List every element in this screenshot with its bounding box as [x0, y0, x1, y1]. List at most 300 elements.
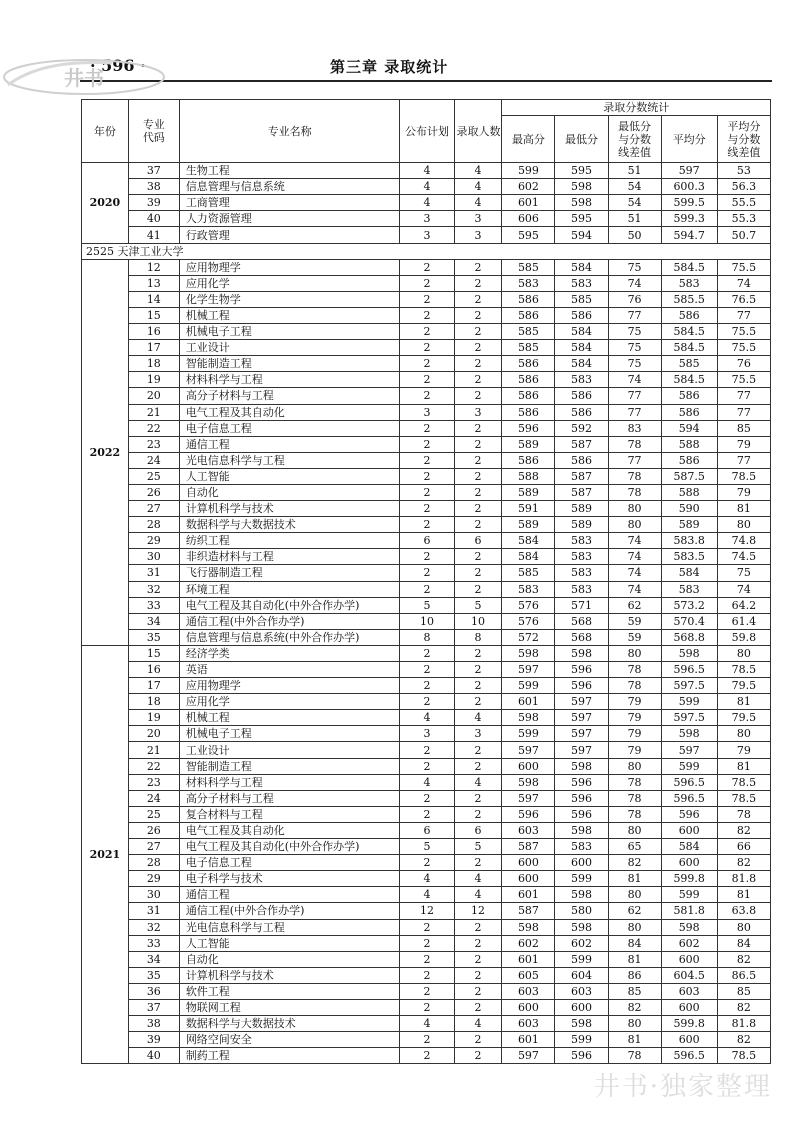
cell-min: 600 [555, 999, 608, 1015]
cell-max: 600 [502, 871, 555, 887]
table-row [82, 1032, 771, 1048]
cell-min: 584 [555, 356, 608, 372]
cell-plan: 2 [400, 806, 454, 822]
cell-max: 586 [502, 307, 555, 323]
cell-min: 598 [555, 645, 608, 661]
cell-min: 598 [555, 919, 608, 935]
cell-min: 586 [555, 388, 608, 404]
cell-code: 13 [128, 275, 179, 291]
cell-name: 光电信息科学与工程 [179, 452, 400, 468]
cell-avg: 596.5 [661, 790, 717, 806]
cell-min-diff: 74 [608, 533, 661, 549]
cell-max: 586 [502, 372, 555, 388]
cell-avg: 597 [661, 742, 717, 758]
cell-max: 598 [502, 710, 555, 726]
cell-avg: 583 [661, 581, 717, 597]
cell-code: 32 [128, 919, 179, 935]
cell-min-diff: 78 [608, 662, 661, 678]
cell-name: 信息管理与信息系统(中外合作办学) [179, 629, 400, 645]
cell-min: 585 [555, 291, 608, 307]
cell-max: 606 [502, 211, 555, 227]
cell-max: 586 [502, 404, 555, 420]
table-row [82, 806, 771, 822]
cell-min-diff: 80 [608, 919, 661, 935]
cell-min-diff: 81 [608, 871, 661, 887]
cell-code: 15 [128, 645, 179, 661]
cell-min-diff: 54 [608, 179, 661, 195]
cell-code: 30 [128, 549, 179, 565]
cell-avg: 583 [661, 275, 717, 291]
cell-name: 光电信息科学与工程 [179, 919, 400, 935]
table-row [82, 903, 771, 919]
cell-name: 电子信息工程 [179, 855, 400, 871]
cell-name: 复合材料与工程 [179, 806, 400, 822]
bottom-watermark: 井书·独家整理 [593, 1072, 772, 1102]
cell-plan: 2 [400, 999, 454, 1015]
col-avg: 平均分 [661, 116, 717, 163]
cell-plan: 2 [400, 951, 454, 967]
cell-avg: 596 [661, 806, 717, 822]
cell-admitted: 2 [454, 501, 502, 517]
cell-avg: 570.4 [661, 613, 717, 629]
cell-admitted: 4 [454, 179, 502, 195]
cell-admitted: 4 [454, 871, 502, 887]
cell-name: 通信工程(中外合作办学) [179, 613, 400, 629]
cell-min-diff: 76 [608, 291, 661, 307]
cell-plan: 2 [400, 855, 454, 871]
cell-avg-diff: 75.5 [717, 324, 770, 340]
table-row [82, 983, 771, 999]
cell-max: 596 [502, 420, 555, 436]
cell-min-diff: 50 [608, 227, 661, 243]
cell-name: 机械电子工程 [179, 324, 400, 340]
cell-code: 30 [128, 887, 179, 903]
table-row [82, 710, 771, 726]
cell-max: 598 [502, 645, 555, 661]
table-row [82, 307, 771, 323]
cell-name: 英语 [179, 662, 400, 678]
cell-max: 588 [502, 468, 555, 484]
cell-code: 26 [128, 822, 179, 838]
cell-code: 24 [128, 790, 179, 806]
table-row [82, 324, 771, 340]
cell-code: 37 [128, 163, 179, 179]
cell-avg-diff: 79.5 [717, 678, 770, 694]
cell-min: 587 [555, 468, 608, 484]
cell-min: 597 [555, 694, 608, 710]
cell-code: 17 [128, 340, 179, 356]
cell-name: 飞行器制造工程 [179, 565, 400, 581]
cell-min: 584 [555, 259, 608, 275]
table-row [82, 887, 771, 903]
cell-name: 自动化 [179, 951, 400, 967]
cell-avg-diff: 82 [717, 1032, 770, 1048]
cell-min-diff: 78 [608, 484, 661, 500]
col-plan: 公布计划 [400, 100, 454, 163]
cell-avg-diff: 78.5 [717, 790, 770, 806]
cell-max: 586 [502, 452, 555, 468]
table-row [82, 388, 771, 404]
cell-plan: 2 [400, 372, 454, 388]
cell-min: 583 [555, 533, 608, 549]
cell-min: 600 [555, 855, 608, 871]
cell-min: 583 [555, 275, 608, 291]
cell-code: 32 [128, 581, 179, 597]
cell-avg-diff: 79 [717, 742, 770, 758]
cell-name: 机械工程 [179, 307, 400, 323]
cell-admitted: 5 [454, 839, 502, 855]
cell-avg: 583.8 [661, 533, 717, 549]
cell-plan: 3 [400, 227, 454, 243]
cell-plan: 2 [400, 291, 454, 307]
cell-max: 603 [502, 822, 555, 838]
cell-plan: 4 [400, 195, 454, 211]
cell-admitted: 2 [454, 324, 502, 340]
cell-max: 602 [502, 179, 555, 195]
cell-plan: 6 [400, 533, 454, 549]
cell-code: 19 [128, 372, 179, 388]
cell-avg: 573.2 [661, 597, 717, 613]
table-row [82, 549, 771, 565]
cell-admitted: 2 [454, 549, 502, 565]
cell-min-diff: 78 [608, 1048, 661, 1064]
table-row [82, 211, 771, 227]
cell-plan: 2 [400, 983, 454, 999]
cell-code: 18 [128, 694, 179, 710]
cell-code: 12 [128, 259, 179, 275]
cell-avg-diff: 74 [717, 275, 770, 291]
cell-max: 572 [502, 629, 555, 645]
cell-admitted: 2 [454, 999, 502, 1015]
cell-avg: 599.8 [661, 1016, 717, 1032]
cell-avg: 581.8 [661, 903, 717, 919]
cell-min-diff: 79 [608, 726, 661, 742]
cell-min: 597 [555, 710, 608, 726]
table-row [82, 871, 771, 887]
cell-name: 电子信息工程 [179, 420, 400, 436]
cell-avg: 598 [661, 919, 717, 935]
cell-name: 智能制造工程 [179, 758, 400, 774]
cell-avg-diff: 81.8 [717, 1016, 770, 1032]
cell-name: 计算机科学与技术 [179, 501, 400, 517]
cell-avg: 600 [661, 999, 717, 1015]
cell-admitted: 2 [454, 1048, 502, 1064]
cell-admitted: 2 [454, 565, 502, 581]
table-row [82, 629, 771, 645]
cell-plan: 2 [400, 549, 454, 565]
cell-admitted: 2 [454, 967, 502, 983]
cell-avg-diff: 75 [717, 565, 770, 581]
cell-name: 工业设计 [179, 340, 400, 356]
admission-table [81, 99, 771, 1064]
cell-max: 589 [502, 436, 555, 452]
cell-plan: 2 [400, 340, 454, 356]
cell-avg-diff: 77 [717, 452, 770, 468]
cell-code: 25 [128, 468, 179, 484]
cell-avg-diff: 61.4 [717, 613, 770, 629]
cell-code: 26 [128, 484, 179, 500]
table-row [82, 742, 771, 758]
cell-avg: 599.3 [661, 211, 717, 227]
cell-avg: 597 [661, 163, 717, 179]
cell-admitted: 2 [454, 694, 502, 710]
cell-min: 602 [555, 935, 608, 951]
table-row [82, 694, 771, 710]
cell-min-diff: 65 [608, 839, 661, 855]
cell-admitted: 4 [454, 1016, 502, 1032]
cell-code: 27 [128, 839, 179, 855]
cell-code: 31 [128, 565, 179, 581]
cell-avg: 585 [661, 356, 717, 372]
table-row [82, 935, 771, 951]
cell-avg: 586 [661, 404, 717, 420]
table-row [82, 774, 771, 790]
cell-name: 制药工程 [179, 1048, 400, 1064]
cell-admitted: 3 [454, 726, 502, 742]
col-name: 专业名称 [179, 100, 400, 163]
table-row [82, 678, 771, 694]
cell-plan: 2 [400, 452, 454, 468]
cell-plan: 2 [400, 420, 454, 436]
cell-admitted: 6 [454, 533, 502, 549]
col-year: 年份 [82, 100, 129, 163]
cell-admitted: 2 [454, 307, 502, 323]
table-row [82, 581, 771, 597]
cell-plan: 2 [400, 919, 454, 935]
table-row [82, 1016, 771, 1032]
cell-plan: 2 [400, 468, 454, 484]
cell-avg: 599 [661, 887, 717, 903]
cell-max: 585 [502, 565, 555, 581]
cell-max: 599 [502, 163, 555, 179]
cell-admitted: 2 [454, 806, 502, 822]
cell-avg-diff: 78.5 [717, 774, 770, 790]
cell-name: 通信工程 [179, 887, 400, 903]
cell-min: 599 [555, 871, 608, 887]
cell-code: 35 [128, 967, 179, 983]
cell-name: 化学生物学 [179, 291, 400, 307]
cell-plan: 4 [400, 179, 454, 195]
cell-avg: 586 [661, 388, 717, 404]
cell-max: 583 [502, 275, 555, 291]
col-min: 最低分 [555, 116, 608, 163]
cell-avg: 604.5 [661, 967, 717, 983]
cell-max: 600 [502, 855, 555, 871]
table-row [82, 565, 771, 581]
cell-name: 工商管理 [179, 195, 400, 211]
cell-min-diff: 77 [608, 452, 661, 468]
cell-name: 信息管理与信息系统 [179, 179, 400, 195]
cell-admitted: 4 [454, 887, 502, 903]
cell-admitted: 2 [454, 517, 502, 533]
cell-avg: 598 [661, 726, 717, 742]
cell-admitted: 2 [454, 983, 502, 999]
cell-name: 工业设计 [179, 742, 400, 758]
cell-plan: 2 [400, 436, 454, 452]
cell-code: 39 [128, 1032, 179, 1048]
cell-avg: 586 [661, 307, 717, 323]
cell-admitted: 5 [454, 597, 502, 613]
cell-name: 经济学类 [179, 645, 400, 661]
col-stats-group: 录取分数统计 [502, 100, 771, 116]
table-row [82, 951, 771, 967]
cell-min: 597 [555, 726, 608, 742]
cell-name: 应用化学 [179, 275, 400, 291]
cell-avg: 600 [661, 951, 717, 967]
table-row [82, 919, 771, 935]
cell-min: 586 [555, 307, 608, 323]
cell-min: 571 [555, 597, 608, 613]
cell-code: 21 [128, 742, 179, 758]
cell-avg-diff: 59.8 [717, 629, 770, 645]
cell-code: 35 [128, 629, 179, 645]
cell-admitted: 10 [454, 613, 502, 629]
cell-max: 598 [502, 919, 555, 935]
cell-min: 597 [555, 742, 608, 758]
table-row [82, 484, 771, 500]
cell-avg-diff: 79 [717, 484, 770, 500]
cell-admitted: 8 [454, 629, 502, 645]
cell-min: 598 [555, 179, 608, 195]
school-section-label: 2525 天津工业大学 [82, 243, 771, 259]
cell-plan: 2 [400, 758, 454, 774]
cell-code: 38 [128, 1016, 179, 1032]
cell-min-diff: 80 [608, 758, 661, 774]
cell-min-diff: 54 [608, 195, 661, 211]
cell-min-diff: 79 [608, 742, 661, 758]
cell-min: 594 [555, 227, 608, 243]
cell-avg-diff: 74 [717, 581, 770, 597]
cell-avg: 586 [661, 452, 717, 468]
cell-admitted: 3 [454, 404, 502, 420]
cell-max: 595 [502, 227, 555, 243]
cell-plan: 2 [400, 935, 454, 951]
cell-admitted: 2 [454, 919, 502, 935]
cell-max: 585 [502, 340, 555, 356]
cell-min-diff: 80 [608, 887, 661, 903]
table-row [82, 291, 771, 307]
cell-name: 应用化学 [179, 694, 400, 710]
cell-min-diff: 80 [608, 822, 661, 838]
cell-avg-diff: 85 [717, 983, 770, 999]
cell-plan: 2 [400, 501, 454, 517]
table-row [82, 501, 771, 517]
cell-plan: 2 [400, 662, 454, 678]
cell-plan: 2 [400, 742, 454, 758]
table-row [82, 517, 771, 533]
cell-avg-diff: 78.5 [717, 662, 770, 678]
cell-min: 598 [555, 1016, 608, 1032]
cell-avg-diff: 82 [717, 855, 770, 871]
cell-plan: 4 [400, 871, 454, 887]
cell-avg: 598 [661, 645, 717, 661]
cell-min-diff: 74 [608, 565, 661, 581]
cell-plan: 2 [400, 307, 454, 323]
cell-max: 597 [502, 790, 555, 806]
table-row [82, 195, 771, 211]
cell-code: 28 [128, 517, 179, 533]
cell-name: 人工智能 [179, 935, 400, 951]
cell-min-diff: 74 [608, 549, 661, 565]
cell-plan: 2 [400, 275, 454, 291]
cell-admitted: 2 [454, 1032, 502, 1048]
cell-admitted: 2 [454, 340, 502, 356]
cell-plan: 2 [400, 1048, 454, 1064]
table-row [82, 839, 771, 855]
cell-min: 604 [555, 967, 608, 983]
cell-avg: 568.8 [661, 629, 717, 645]
cell-code: 15 [128, 307, 179, 323]
cell-admitted: 2 [454, 678, 502, 694]
cell-code: 40 [128, 211, 179, 227]
cell-max: 603 [502, 983, 555, 999]
cell-max: 601 [502, 195, 555, 211]
cell-avg-diff: 84 [717, 935, 770, 951]
cell-code: 37 [128, 999, 179, 1015]
cell-max: 584 [502, 533, 555, 549]
cell-code: 27 [128, 501, 179, 517]
cell-name: 材料科学与工程 [179, 774, 400, 790]
cell-min-diff: 74 [608, 372, 661, 388]
cell-avg: 584 [661, 839, 717, 855]
cell-avg: 599 [661, 694, 717, 710]
cell-min-diff: 78 [608, 468, 661, 484]
table-row [82, 533, 771, 549]
year-cell: 2021 [82, 645, 129, 1063]
jingshu-logo [2, 55, 167, 99]
cell-name: 计算机科学与技术 [179, 967, 400, 983]
cell-name: 数据科学与大数据技术 [179, 517, 400, 533]
table-row [82, 999, 771, 1015]
cell-plan: 2 [400, 259, 454, 275]
cell-max: 589 [502, 517, 555, 533]
cell-avg: 600 [661, 1032, 717, 1048]
cell-name: 人工智能 [179, 468, 400, 484]
cell-min: 598 [555, 822, 608, 838]
cell-avg-diff: 55.3 [717, 211, 770, 227]
cell-avg-diff: 82 [717, 822, 770, 838]
cell-avg: 589 [661, 517, 717, 533]
cell-plan: 3 [400, 726, 454, 742]
cell-max: 605 [502, 967, 555, 983]
cell-min: 584 [555, 340, 608, 356]
cell-min-diff: 80 [608, 517, 661, 533]
cell-avg-diff: 66 [717, 839, 770, 855]
cell-avg: 600.3 [661, 179, 717, 195]
cell-avg-diff: 81.8 [717, 871, 770, 887]
cell-min-diff: 82 [608, 999, 661, 1015]
col-avg-diff: 平均分 与分数 线差值 [717, 116, 770, 163]
cell-plan: 2 [400, 790, 454, 806]
table-body [82, 163, 771, 1064]
cell-avg-diff: 78 [717, 806, 770, 822]
cell-code: 29 [128, 533, 179, 549]
cell-avg: 599.8 [661, 871, 717, 887]
cell-max: 576 [502, 597, 555, 613]
cell-code: 24 [128, 452, 179, 468]
cell-min-diff: 78 [608, 790, 661, 806]
cell-avg: 584.5 [661, 259, 717, 275]
cell-avg-diff: 78.5 [717, 1048, 770, 1064]
cell-min-diff: 59 [608, 613, 661, 629]
cell-min: 592 [555, 420, 608, 436]
cell-min: 596 [555, 1048, 608, 1064]
col-code: 专业 代码 [128, 100, 179, 163]
cell-avg: 594 [661, 420, 717, 436]
cell-min-diff: 86 [608, 967, 661, 983]
cell-max: 586 [502, 388, 555, 404]
cell-avg-diff: 78.5 [717, 468, 770, 484]
